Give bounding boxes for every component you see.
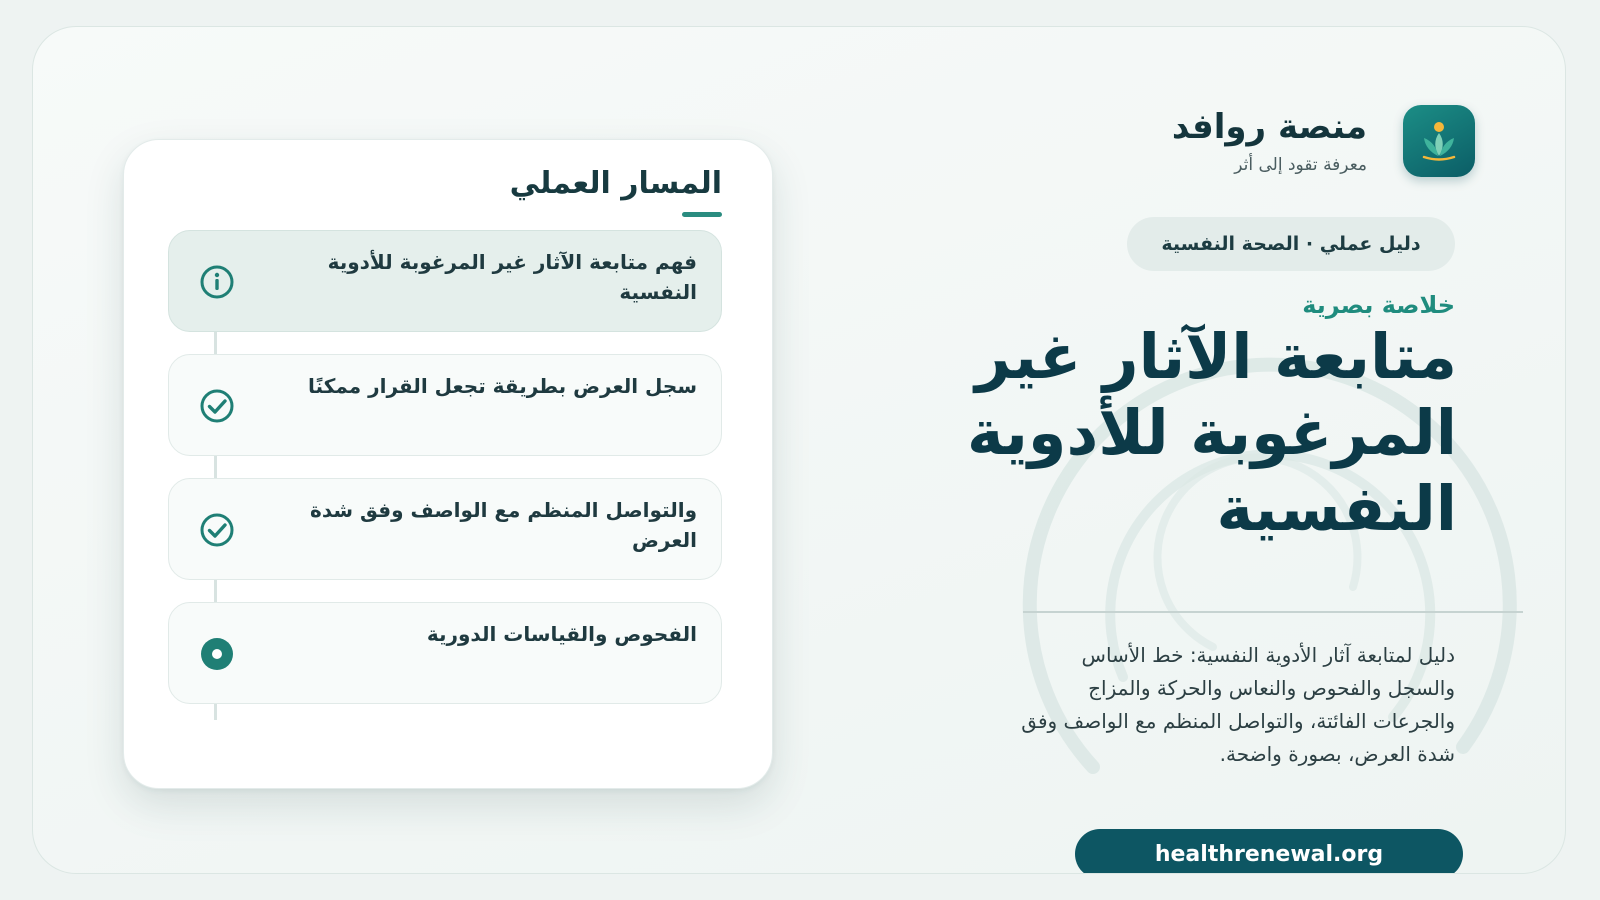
dot-circle-icon: [199, 636, 235, 672]
step-label: سجل العرض بطريقة تجعل القرار ممكنًا: [308, 374, 697, 398]
brand-name: منصة روافد: [1171, 107, 1367, 147]
poster-frame: [32, 26, 1566, 874]
lotus-logo-icon: [1403, 105, 1475, 177]
brand-header: [1172, 105, 1475, 177]
step-label: والتواصل المنظم مع الواصف وفق شدة العرض: [310, 498, 697, 552]
main-title: متابعة الآثار غير المرغوبة للأدوية النفسية: [967, 320, 1457, 545]
info-icon: [199, 264, 235, 300]
check-circle-icon: [199, 512, 235, 548]
step-item-3[interactable]: [168, 478, 722, 580]
step-item-4[interactable]: [168, 602, 722, 704]
step-item-2[interactable]: [168, 354, 722, 456]
divider: [1023, 611, 1523, 613]
description: دليل لمتابعة آثار الأدوية النفسية: خط الأساس والسجل والفحوص والنعاس والحركة والمزاج والجرعات الفائتة، والتواصل المنظم مع الواصف وفق شدة العرض، بصورة واضحة.: [1021, 643, 1455, 766]
step-label: فهم متابعة الآثار غير المرغوبة للأدوية النفسية: [327, 250, 697, 304]
practical-path-card: [123, 139, 773, 789]
brand-tagline: معرفة تقود إلى أثر: [1234, 155, 1367, 175]
category-pill: دليل عملي · الصحة النفسية: [1127, 217, 1455, 271]
check-circle-icon: [199, 388, 235, 424]
website-link-button[interactable]: healthrenewal.org: [1075, 829, 1463, 874]
step-item-1[interactable]: [168, 230, 722, 332]
card-title: المسار العملي: [509, 166, 722, 201]
step-label: الفحوص والقياسات الدورية: [426, 622, 697, 646]
kicker-label: خلاصة بصرية: [1302, 291, 1455, 319]
title-underline: [682, 212, 722, 217]
